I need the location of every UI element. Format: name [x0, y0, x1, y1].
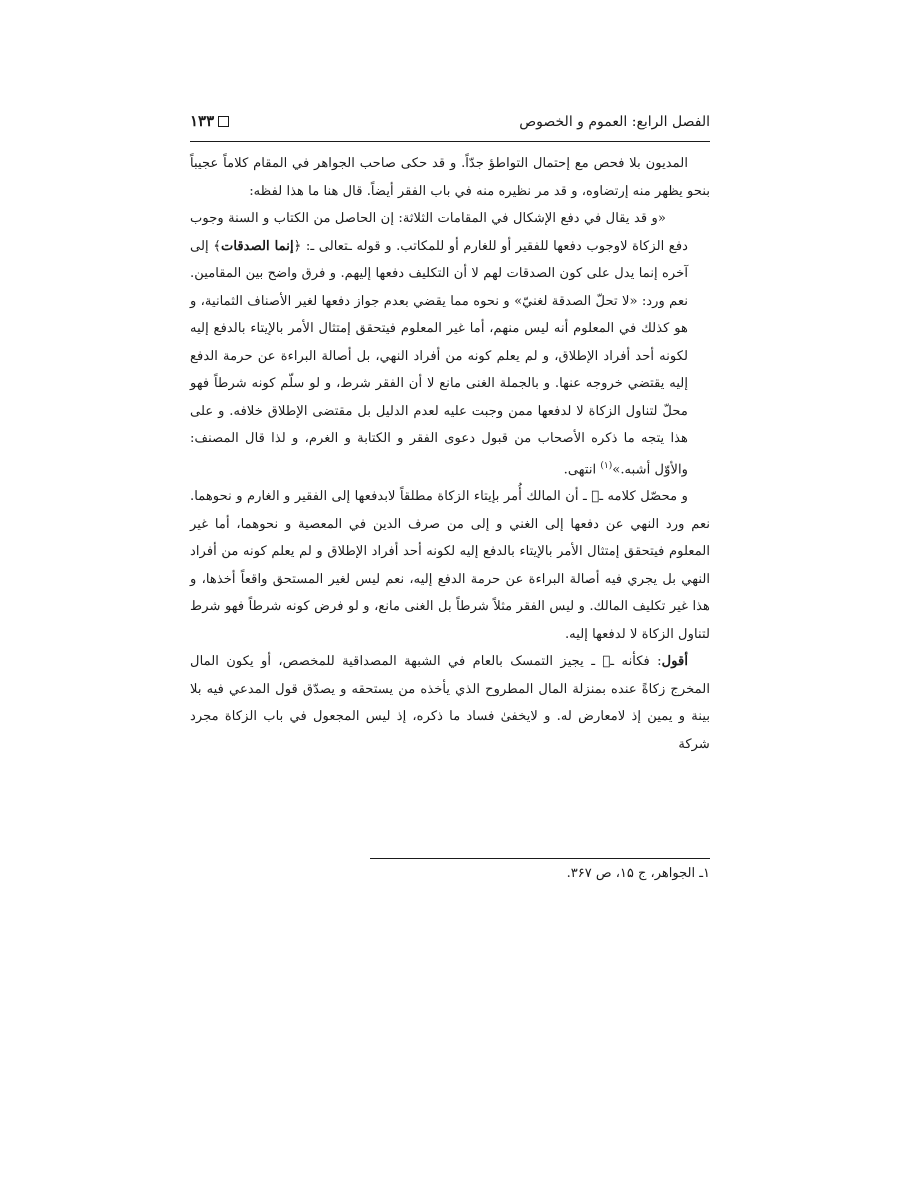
footnote-marker[interactable]: (۱)	[600, 460, 613, 471]
paragraph	[190, 648, 710, 758]
page-number-group	[190, 112, 229, 130]
paragraph: و محصّل كلامه ـ﷫ ـ أن المالك أُمر بإيتاء الزكاة مطلقاً لابدفعها إلى الفقير و الغارم و نحوهما. نعم ورد النهي عن دفعها إلى الغني و إلى من صرف الدين في المعصية و نحوهما، أما غير المعلوم فيتحقق إمتثال الأمر بالإيتاء بالدفع إليه لكونه أحد أفراد الإطلاق و لم يعلم كونه من أفراد النهي بل يجري فيه أصالة البراءة عن حرمة الدفع إليه، نعم ليس لغير المستحق واقعاً أخذها، و هذا غير تكليف المالك. و ليس الفقر مثلاً شرطاً بل الغنى مانع، و لو فرض كونه شرطاً فهو شرط لتناول الزكاة لا لدفعها إليه.	[190, 489, 710, 642]
running-header	[190, 108, 710, 138]
paragraph-label: أقول	[661, 654, 688, 670]
paragraph: المديون بلا فحص مع إحتمال التواطؤ جدّاً. و قد حكى صاحب الجواهر في المقام كلاماً عجيباً بنحو يظهر منه إرتضاوه، و قد مر نظيره منه في باب الفقر أيضاً. قال هنا ما هذا لفظه:	[190, 156, 710, 199]
footnote-rule	[370, 858, 710, 859]
header-rule	[190, 141, 710, 142]
page-number: ۱۳۳	[190, 112, 215, 130]
quote-end: انتهى.	[563, 461, 601, 477]
square-ornament-icon	[218, 116, 229, 127]
book-page	[190, 108, 710, 1108]
footnote: ۱ـ الجواهر، ج ۱۵، ص ۳۶۷.	[566, 866, 710, 881]
chapter-title: الفصل الرابع: العموم و الخصوص	[519, 114, 710, 130]
quote-text: «و قد يقال في دفع الإشكال في المقامات الثلاثة: إن الحاصل من الكتاب و السنة وجوب دفع الزكاة لاوجوب دفعها للفقير أو للغارم أو للمكاتب. و قوله ـتعالى ـ: ﴿	[190, 211, 689, 254]
quote-text: ﴾ إلى آخره إنما يدل على كون الصدقات لهم لا أن التكليف دفعها إليهم. و فرق واضح بين المقامين. نعم ورد: «لا تحلّ الصدقة لغنيّ» و نحوه مما يقضي بعدم جواز دفعها لغير الأصناف الثمانية، و هو كذلك في المعلوم أنه ليس منهم، أما غير المعلوم فيتحقق إمتثال الأمر بالإيتاء بالدفع إليه لكونه أحد أفراد الإطلاق، و لم يعلم كونه من أفراد النهي، بل أصالة البراءة عن حرمة الدفع إليه يقتضي خروجه عنها. و بالجملة الغنى مانع لا أن الفقر شرط، و لو سلّم كونه شرطاً فهو محلّ لتناول الزكاة لا لدفعها ممن وجبت عليه لعدم الدليل بل مقتضى الإطلاق خلافه. و على هذا يتجه ما ذكره الأصحاب من قبول دعوى الفقر و الكتابة و الغرم، و لذا قال المصنف: والأوّل أشبه.»	[190, 238, 688, 477]
block-quote	[190, 205, 710, 483]
body-text	[190, 150, 710, 758]
quran-phrase: إنما الصدقات	[220, 238, 294, 254]
paragraph-text: : فكأنه ـ﷫ ـ يجيز التمسک بالعام في الشبهة المصداقية للمخصص، أو يكون المال المخرج زكاةً عنده بمنزلة المال المطروح الذي يأخذه من يستحقه و يصدّق قول المدعي فيه بلا بينة و يمين إذ لامعارض له. و لايخفىٰ فساد ما ذكره، إذ ليس المجعول في باب الزكاة مجرد شركة	[190, 654, 710, 752]
